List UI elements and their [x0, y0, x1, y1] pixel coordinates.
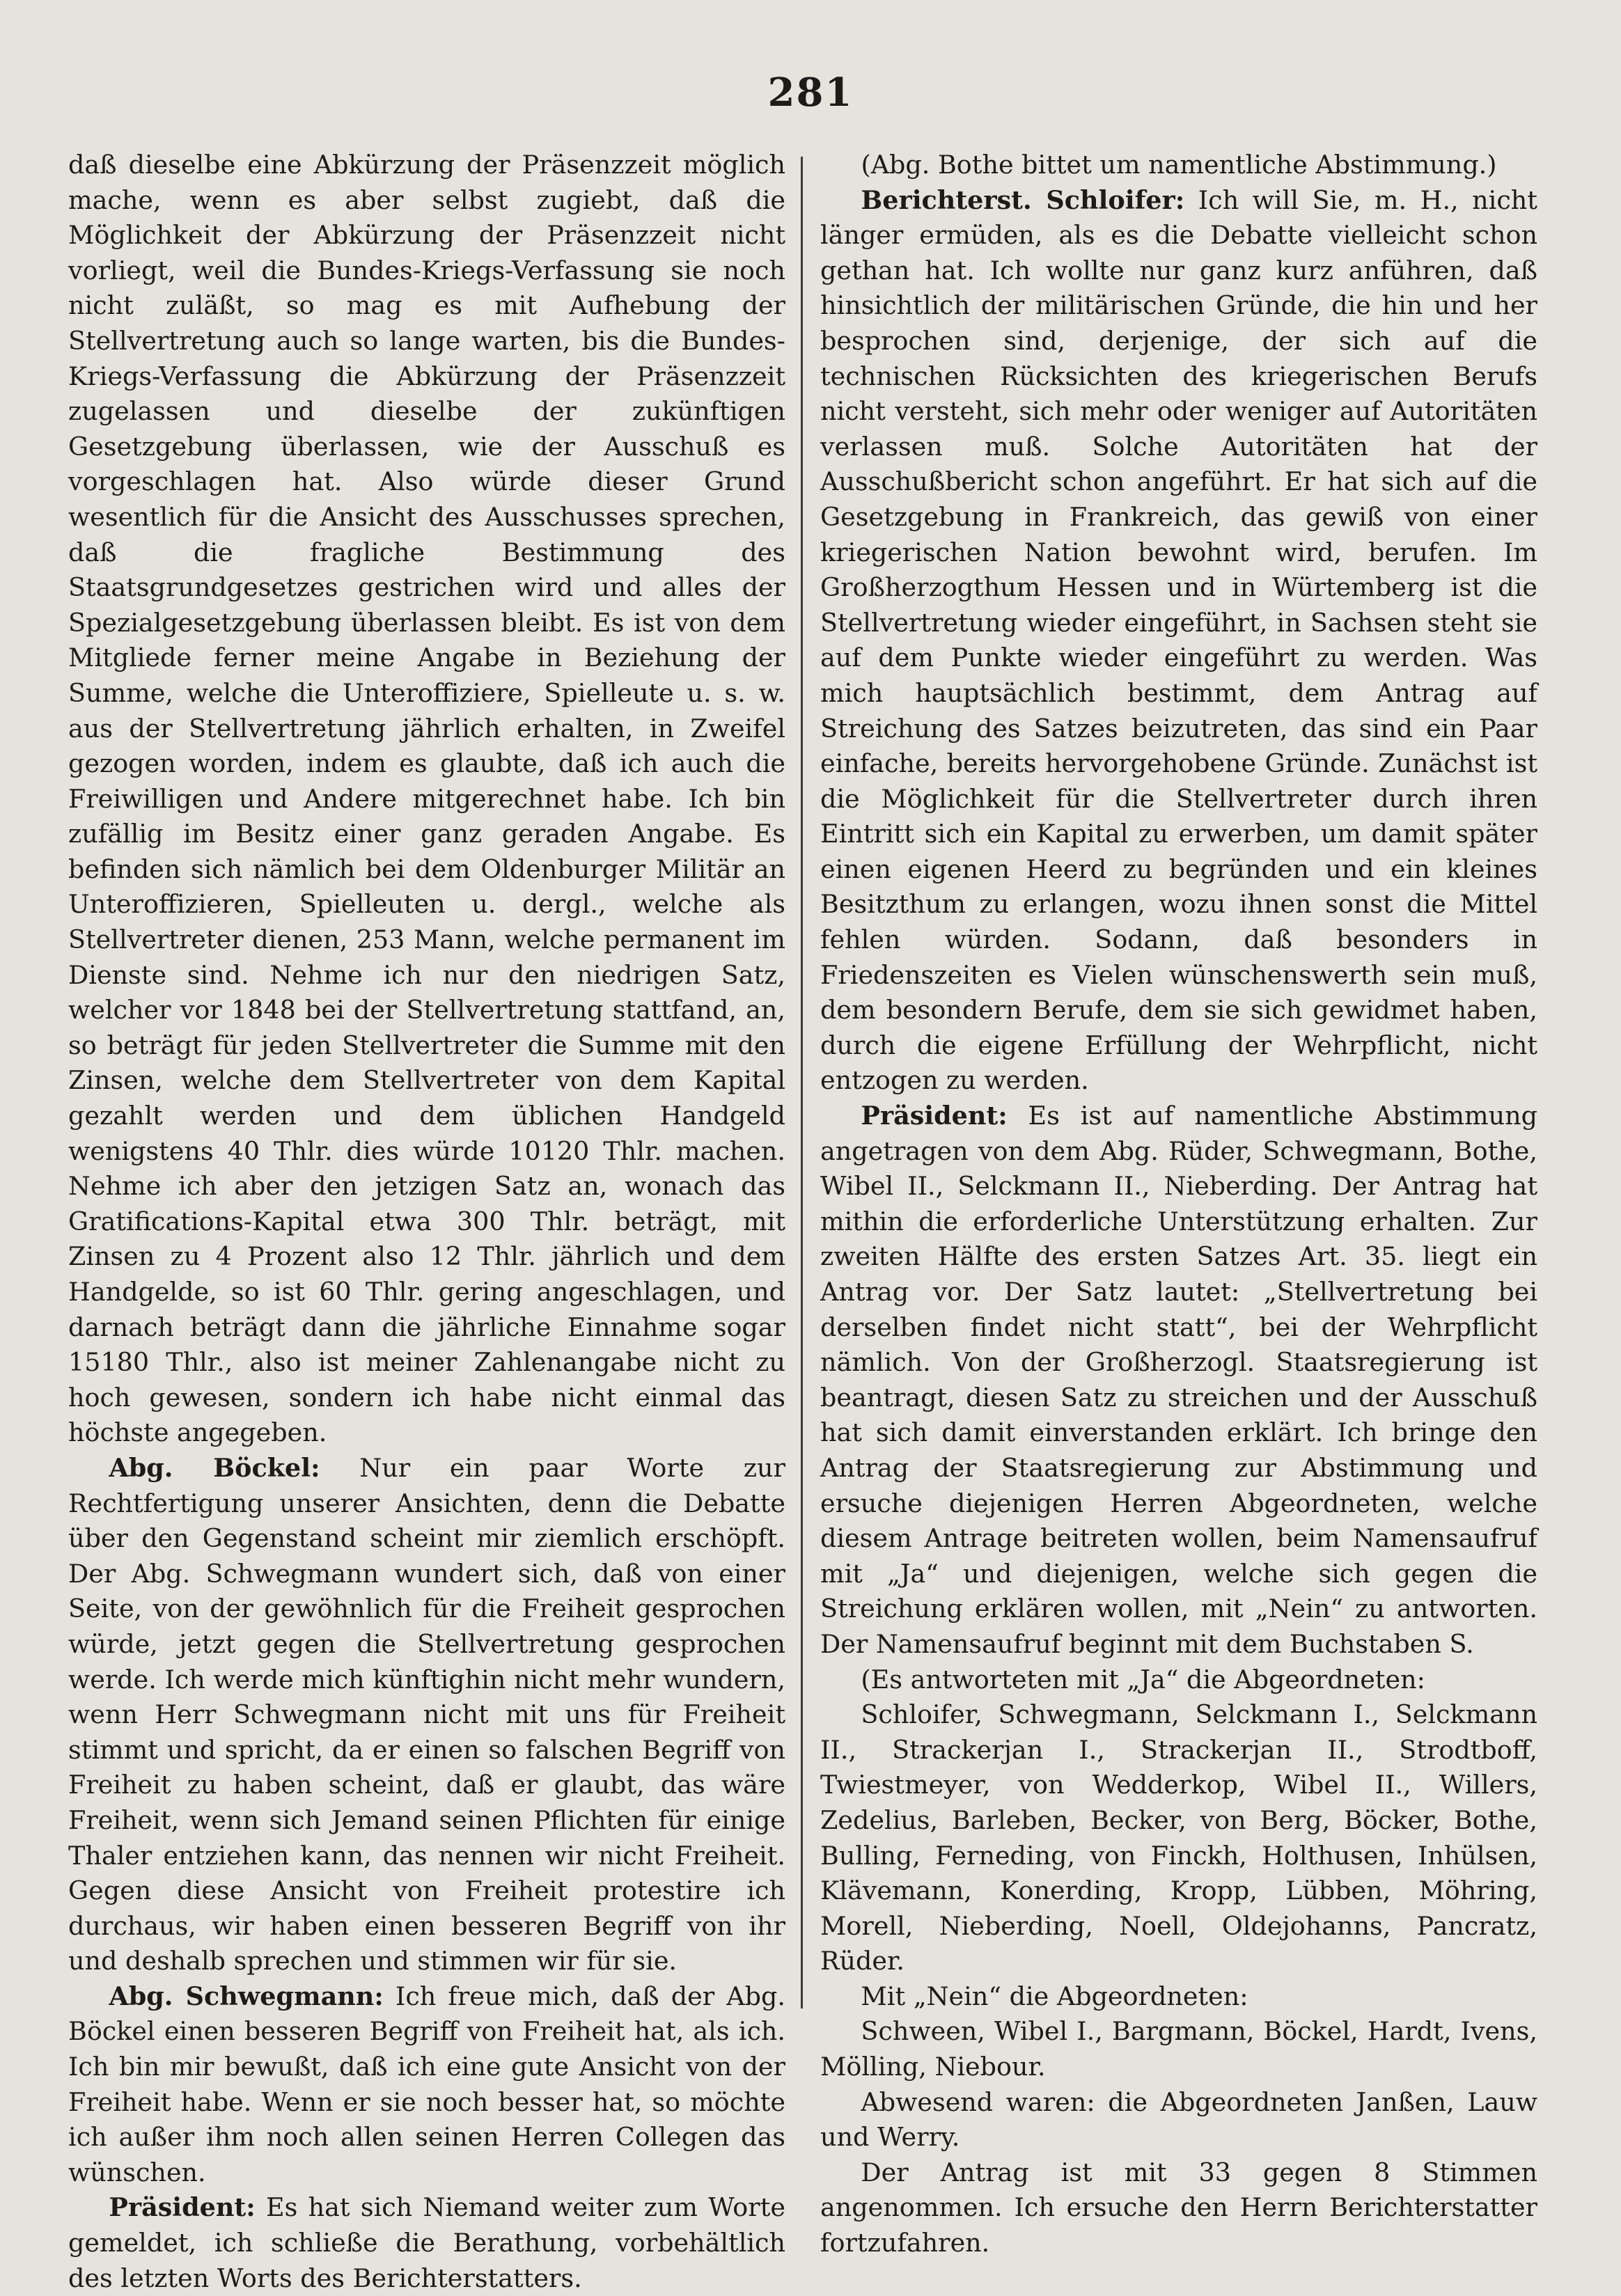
right-paragraph-schloifer	[820, 183, 1537, 1099]
speaker-schwegmann: Abg. Schwegmann:	[109, 1981, 384, 2011]
right-column	[820, 148, 1537, 2261]
speech-praesident-right: Es ist auf namentliche Abstimmung angetragen von dem Abg. Rüder, Schwegmann, Bothe, Wibel II., Selckmann II., Nieberding. Der Antrag hat mithin die erforderliche Unterstützung erhalten. Zur zweiten Hälfte des ersten Satzes Art. 35. liegt ein Antrag vor. Der Satz lautet: „Stellvertretung bei derselben findet nicht statt“, bei der Wehrpflicht nämlich. Von der Großherzogl. Staatsregierung ist beantragt, diesen Satz zu streichen und der Ausschuß hat sich damit einverstanden erklärt. Ich bringe den Antrag der Staatsregierung zur Abstimmung und ersuche diejenigen Herren Abgeordneten, welche diesem Antrage beitreten wollen, beim Namensaufruf mit „Ja“ und diejenigen, welche sich gegen die Streichung erklären wollen, mit „Nein“ zu antworten. Der Namensaufruf beginnt mit dem Buchstaben S.	[820, 1101, 1537, 1659]
left-paragraph-boeckel	[68, 1451, 785, 1979]
speaker-boeckel: Abg. Böckel:	[109, 1452, 320, 1483]
right-paragraph-ja-intro: (Es antworteten mit „Ja“ die Abgeordneten:	[861, 1664, 1425, 1695]
speech-schwegmann: Ich freue mich, daß der Abg. Böckel einen besseren Begriff von Freiheit hat, als ich. Ich bin mir bewußt, daß ich eine gute Ansicht von der Freiheit habe. Wenn er sie noch besser hat, so möchte ich außer ihm noch allen seinen Herren Collegen das wünschen.	[68, 1981, 785, 2187]
right-paragraph-nein-intro: Mit „Nein“ die Abgeordneten:	[861, 1981, 1248, 2011]
speech-schloifer: Ich will Sie, m. H., nicht länger ermüden, als es die Debatte vielleicht schon gethan hat. Ich wollte nur ganz kurz anführen, daß hinsichtlich der militärischen Gründe, die hin und her besprochen sind, derjenige, der sich auf die technischen Rücksichten des kriegerischen Berufs nicht versteht, sich mehr oder weniger auf Autoritäten verlassen muß. Solche Autoritäten hat der Ausschußbericht schon angeführt. Er hat sich auf die Gesetzgebung in Frankreich, das gewiß von einer kriegerischen Nation bewohnt wird, berufen. Im Großherzogthum Hessen und in Würtemberg ist die Stellvertretung wieder eingeführt, in Sachsen steht sie auf dem Punkte wieder eingeführt zu werden. Was mich hauptsächlich bestimmt, dem Antrag auf Streichung des Satzes beizutreten, das sind ein Paar einfache, bereits hervorgehobene Gründe. Zunächst ist die Möglichkeit für die Stellvertreter durch ihren Eintritt sich ein Kapital zu erwerben, um damit später einen eigenen Heerd zu begründen und ein kleines Besitzthum zu erlangen, wozu ihnen sonst die Mittel fehlen würden. Sodann, daß besonders in Friedenszeiten es Vielen wünschenswerth sein muß, dem besondern Berufe, dem sie sich gewidmet haben, durch die eigene Erfüllung der Wehrpflicht, nicht entzogen zu werden.	[820, 184, 1537, 1096]
right-paragraph-result: Der Antrag ist mit 33 gegen 8 Stimmen angenommen. Ich ersuche den Herrn Berichterstatter fortzufahren.	[820, 2157, 1537, 2258]
left-column	[68, 148, 785, 2296]
left-paragraph-continuation: daß dieselbe eine Abkürzung der Präsenzzeit möglich mache, wenn es aber selbst zugiebt, daß die Möglichkeit der Abkürzung der Präsenzzeit nicht vorliegt, weil die Bundes-Kriegs-Verfassung sie noch nicht zuläßt, so mag es mit Aufhebung der Stellvertretung auch so lange warten, bis die Bundes-Kriegs-Verfassung die Abkürzung der Präsenzzeit zugelassen und dieselbe der zukünftigen Gesetzgebung überlassen, wie der Ausschuß es vorgeschlagen hat. Also würde dieser Grund wesentlich für die Ansicht des Ausschusses sprechen, daß die fragliche Bestimmung des Staatsgrundgesetzes gestrichen wird und alles der Spezialgesetzgebung überlassen bleibt. Es ist von dem Mitgliede ferner meine Angabe in Beziehung der Summe, welche die Unteroffiziere, Spielleute u. s. w. aus der Stellvertretung jährlich erhalten, in Zweifel gezogen worden, indem es glaubte, daß ich auch die Freiwilligen und Andere mitgerechnet habe. Ich bin zufällig im Besitz einer ganz geraden Angabe. Es befinden sich nämlich bei dem Oldenburger Militär an Unteroffizieren, Spielleuten u. dergl., welche als Stellvertreter dienen, 253 Mann, welche permanent im Dienste sind. Nehme ich nur den niedrigen Satz, welcher vor 1848 bei der Stellvertretung stattfand, an, so beträgt für jeden Stellvertreter die Summe mit den Zinsen, welche dem Stellvertreter von dem Kapital gezahlt werden und dem üblichen Handgeld wenigstens 40 Thlr. dies würde 10120 Thlr. machen. Nehme ich aber den jetzigen Satz an, wonach das Gratifications-Kapital etwa 300 Thlr. beträgt, mit Zinsen zu 4 Prozent also 12 Thlr. jährlich und dem Handgelde, so ist 60 Thlr. gering angeschlagen, und darnach beträgt dann die jährliche Einnahme sogar 15180 Thlr., also ist meiner Zahlenangabe nicht zu hoch gewesen, sondern ich habe nicht einmal das höchste angegeben.	[68, 150, 785, 1448]
right-paragraph-ja-list: Schloifer, Schwegmann, Selckmann I., Selckmann II., Strackerjan I., Strackerjan II., Strodtboff, Twiestmeyer, von Wedderkop, Wibel II., Willers, Zedelius, Barleben, Becker, von Berg, Böcker, Bothe, Bulling, Ferneding, von Finckh, Holthusen, Inhülsen, Klävemann, Konerding, Kropp, Lübben, Möhring, Morell, Nieberding, Noell, Oldejohanns, Pancratz, Rüder.	[820, 1699, 1537, 1976]
speech-praesident: Es hat sich Niemand weiter zum Worte gemeldet, ich schließe die Berathung, vorbehältlich des letzten Worts des Berichterstatters.	[68, 2192, 785, 2293]
speaker-praesident: Präsident:	[109, 2192, 256, 2223]
speaker-praesident-right: Präsident:	[861, 1101, 1008, 1131]
left-paragraph-praesident	[68, 2190, 785, 2296]
page-number: 281	[767, 70, 854, 116]
right-paragraph-nein-list: Schween, Wibel I., Bargmann, Böckel, Hardt, Ivens, Mölling, Niebour.	[820, 2016, 1537, 2082]
speaker-schloifer: Berichterst. Schloifer:	[861, 184, 1185, 215]
column-divider	[801, 157, 803, 2008]
right-paragraph-praesident	[820, 1099, 1537, 1662]
right-paragraph-absent: Abwesend waren: die Abgeordneten Janßen, Lauw und Werry.	[820, 2086, 1537, 2153]
speech-boeckel: Nur ein paar Worte zur Rechtfertigung unserer Ansichten, denn die Debatte über den Gegenstand scheint mir ziemlich erschöpft. Der Abg. Schwegmann wundert sich, daß von einer Seite, von der gewöhnlich für die Freiheit gesprochen würde, jetzt gegen die Stellvertretung gesprochen werde. Ich werde mich künftighin nicht mehr wundern, wenn Herr Schwegmann nicht mit uns für Freiheit stimmt und spricht, da er einen so falschen Begriff von Freiheit zu haben scheint, daß er glaubt, das wäre Freiheit, wenn sich Jemand seinen Pflichten für einige Thaler entziehen kann, das nennen wir nicht Freiheit. Gegen diese Ansicht von Freiheit protestire ich durchaus, wir haben einen besseren Begriff von ihr und deshalb sprechen und stimmen wir für sie.	[68, 1452, 785, 1976]
right-paragraph-bothe-request: (Abg. Bothe bittet um namentliche Abstimmung.)	[861, 150, 1497, 180]
left-paragraph-schwegmann	[68, 1979, 785, 2191]
